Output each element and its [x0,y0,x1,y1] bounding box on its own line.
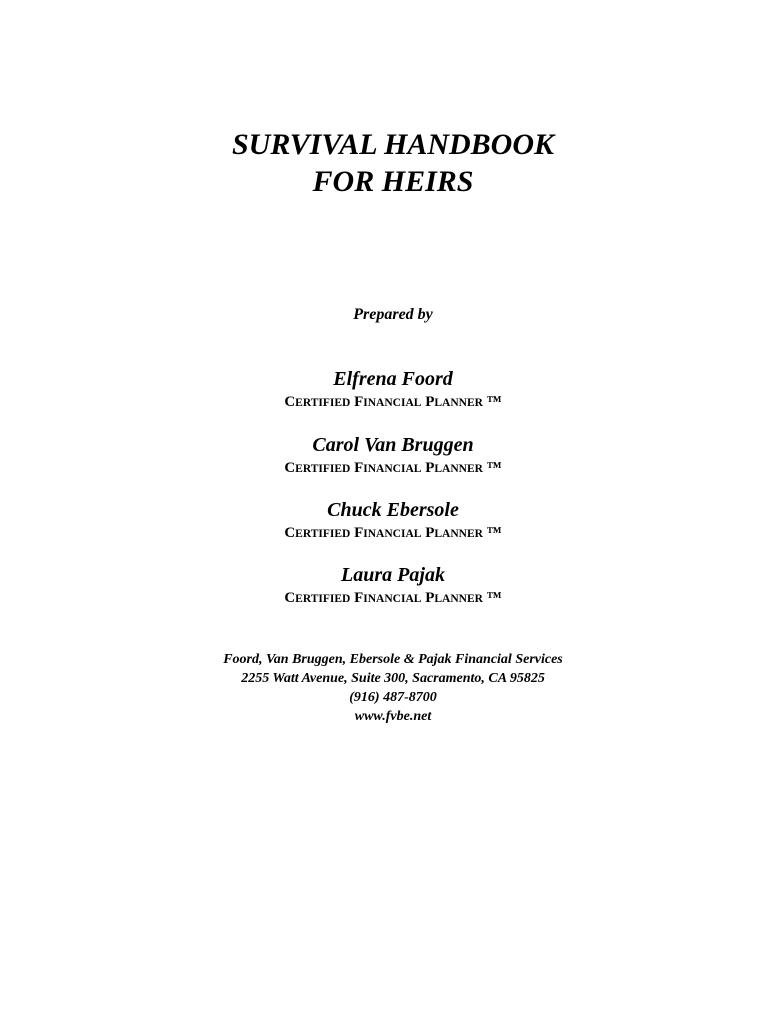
title-line-2: FOR HEIRS [312,165,474,198]
trademark-symbol: ™ [486,525,502,541]
author-credential: CERTIFIED FINANCIAL PLANNER ™ [284,590,502,606]
author-credential: CERTIFIED FINANCIAL PLANNER ™ [284,394,502,410]
trademark-symbol: ™ [486,460,502,476]
author-name: Chuck Ebersole [327,499,459,521]
title-line-1: SURVIVAL HANDBOOK [231,128,555,161]
firm-info [0,650,770,726]
prepared-by-label: Prepared by [353,306,433,323]
author-name: Elfrena Foord [333,368,453,390]
author-credential: CERTIFIED FINANCIAL PLANNER ™ [284,460,502,476]
firm-phone: (916) 487-8700 [349,690,437,705]
author-name: Laura Pajak [341,564,445,586]
trademark-symbol: ™ [486,394,502,410]
author-block [0,563,770,609]
author-block [0,498,770,544]
author-name: Carol Van Bruggen [312,434,474,456]
author-block [0,367,770,413]
firm-address: 2255 Watt Avenue, Suite 300, Sacramento, CA 95825 [241,671,545,686]
trademark-symbol: ™ [486,590,502,606]
author-block [0,433,770,479]
firm-name: Foord, Van Bruggen, Ebersole & Pajak Financial Services [223,652,563,667]
firm-website: www.fvbe.net [354,709,432,724]
author-credential: CERTIFIED FINANCIAL PLANNER ™ [284,525,502,541]
